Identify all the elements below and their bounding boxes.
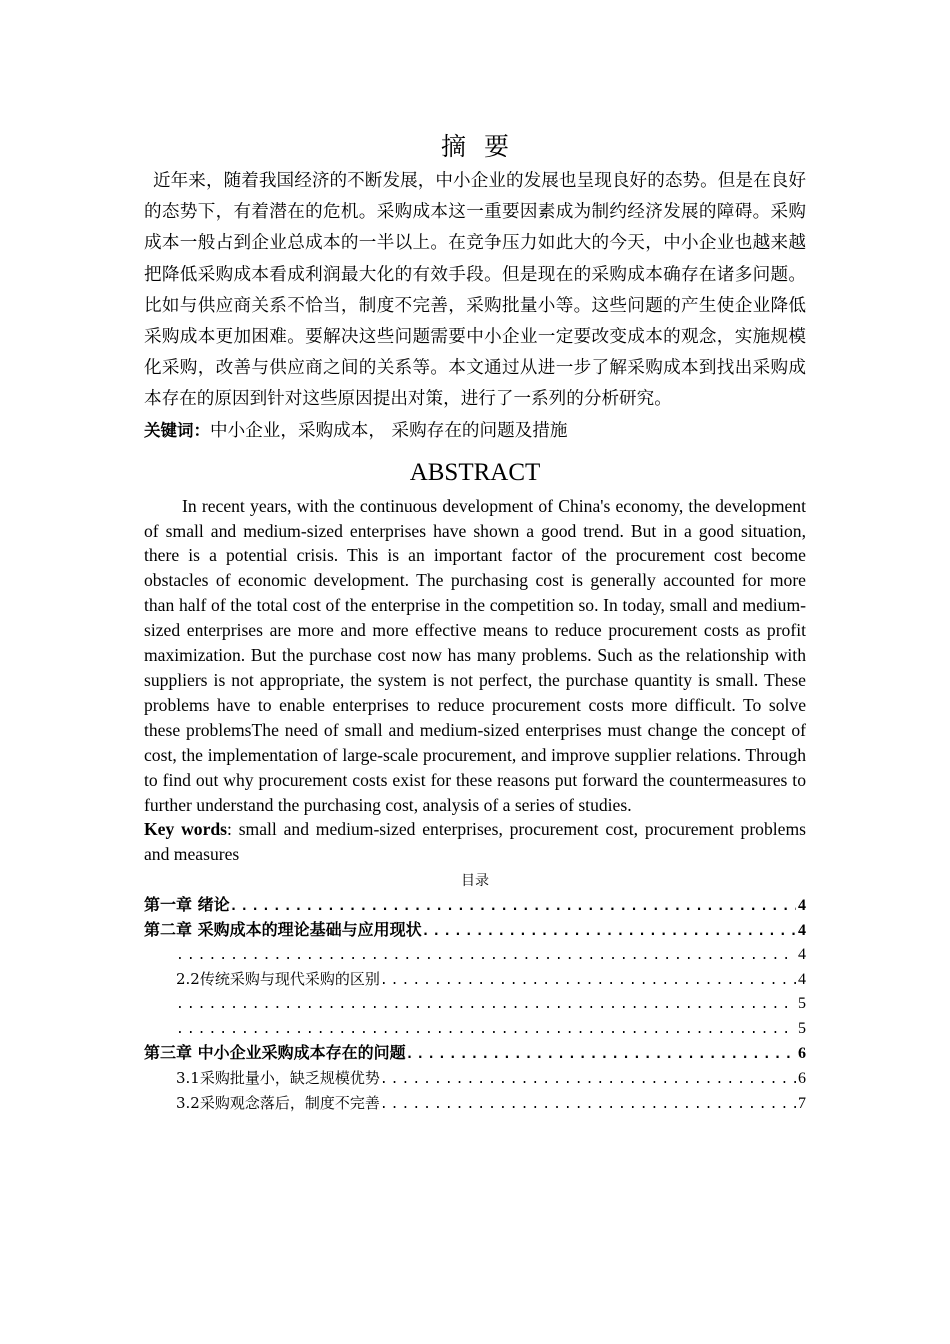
toc-dot-leader <box>380 1093 796 1116</box>
english-abstract-body: In recent years, with the continuous development of China's economy, the development of small and medium-sized enterprises have shown a good trend. But in a good situation, there is a potential crisis. This is an important factor of the procurement cost become obstacles of economic development. The purchasing cost is generally accounted for more than half of the total cost of the enterprise in the competition so. In today, small and medium-sized enterprises are more and more effective means to reduce procurement costs as profit maximization. But the purchase cost now has many problems. Such as the relationship with suppliers is not appropriate, the system is not perfect, the purchase quantity is small. These problems have to enable enterprises to reduce procurement costs more difficult. To solve these problemsThe need of small and medium-sized enterprises must change the concept of cost, the implementation of large-scale procurement, and improve supplier relations. Through to find out why procurement costs exist for these reasons put forward the countermeasures to further understand the purchasing cost, analysis of a series of studies. <box>144 495 806 815</box>
toc-entry[interactable] <box>144 992 806 1017</box>
toc-dot-leader <box>380 1068 796 1091</box>
toc-page-number: 5 <box>798 1019 806 1037</box>
chinese-keywords-text: 中小企业，采购成本， 采购存在的问题及措施 <box>210 420 568 441</box>
english-abstract-title: ABSTRACT <box>409 458 541 486</box>
toc-title: 目录 <box>461 873 489 890</box>
toc-entry-label: 3.1采购批量小，缺乏规模优势 <box>176 1069 380 1088</box>
toc-dot-leader <box>406 1043 796 1066</box>
table-of-contents <box>144 893 806 1115</box>
toc-dot-leader <box>230 895 796 918</box>
toc-dot-leader <box>176 944 796 968</box>
toc-dot-leader <box>380 969 796 992</box>
toc-entry[interactable] <box>144 893 806 918</box>
chinese-keywords <box>144 416 806 446</box>
toc-entry[interactable] <box>144 1041 806 1066</box>
toc-entry[interactable] <box>144 918 806 943</box>
toc-entry-label: 2.2传统采购与现代采购的区别 <box>176 970 380 989</box>
toc-entry-label: 3.2采购观念落后，制度不完善 <box>176 1093 380 1112</box>
toc-dot-leader <box>176 993 796 1017</box>
toc-page-number: 4 <box>798 945 806 963</box>
toc-page-number: 5 <box>798 994 806 1012</box>
toc-dot-leader <box>422 920 796 943</box>
toc-entry-label: 第二章 采购成本的理论基础与应用现状 <box>144 919 422 939</box>
toc-entry[interactable] <box>144 943 806 968</box>
toc-dot-leader <box>176 1018 796 1042</box>
chinese-abstract-title: 摘要 <box>440 132 527 161</box>
english-keywords-text: : small and medium-sized enterprises, procurement cost, procurement problems and measures <box>144 819 806 865</box>
document-page <box>144 130 806 1115</box>
english-keywords <box>144 817 806 867</box>
chinese-abstract-body: 近年来，随着我国经济的不断发展，中小企业的发展也呈现良好的态势。但是在良好的态势下，有着潜在的危机。采购成本这一重要因素成为制约经济发展的障碍。采购成本一般占到企业总成本的一半以上。在竞争压力如此大的今天，中小企业也越来越把降低采购成本看成利润最大化的有效手段。但是现在的采购成本确存在诸多问题。比如与供应商关系不恰当，制度不完善，采购批量小等。这些问题的产生使企业降低采购成本更加困难。要解决这些问题需要中小企业一定要改变成本的观念，实施规模化采购，改善与供应商之间的关系等。本文通过从进一步了解采购成本到找出采购成本存在的原因到针对这些原因提出对策，进行了一系列的分析研究。 <box>144 171 806 410</box>
toc-entry[interactable] <box>144 967 806 992</box>
toc-page-number: 6 <box>798 1045 806 1063</box>
english-keywords-label: Key words <box>144 819 228 840</box>
toc-entry[interactable] <box>144 1091 806 1116</box>
toc-page-number: 4 <box>798 971 806 989</box>
toc-entry[interactable] <box>144 1017 806 1042</box>
toc-page-number: 7 <box>798 1094 806 1112</box>
chinese-keywords-label: 关键词： <box>144 420 210 440</box>
toc-entry[interactable] <box>144 1066 806 1091</box>
toc-page-number: 6 <box>798 1070 806 1088</box>
toc-entry-label: 第一章 绪论 <box>144 895 230 915</box>
toc-entry-label: 第三章 中小企业采购成本存在的问题 <box>144 1043 406 1063</box>
toc-page-number: 4 <box>798 921 806 939</box>
toc-page-number: 4 <box>798 897 806 915</box>
